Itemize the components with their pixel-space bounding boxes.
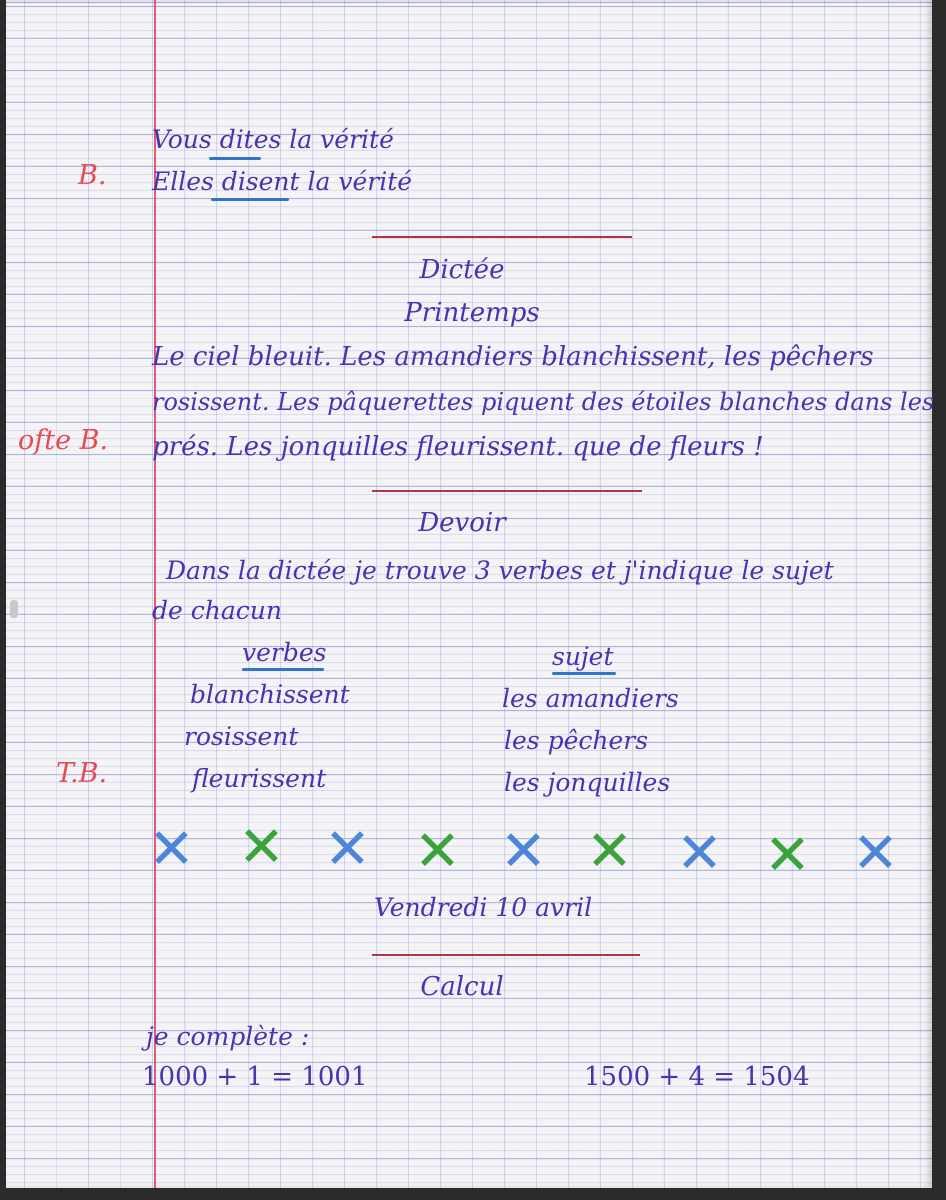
column-sujet: sujet bbox=[552, 642, 614, 671]
underline-sujet bbox=[552, 672, 616, 675]
underline-disent bbox=[211, 198, 289, 201]
line-vous-dites: Vous dites la vérité bbox=[152, 125, 394, 154]
date-line: Vendredi 10 avril bbox=[374, 893, 593, 922]
complete-line: je complète : bbox=[146, 1022, 310, 1051]
devoir-line-1: Dans la dictée je trouve 3 verbes et j'indique le sujet bbox=[166, 556, 834, 585]
underline-verbes bbox=[242, 668, 324, 671]
separator-rule-1 bbox=[372, 236, 632, 238]
devoir-title: Devoir bbox=[418, 508, 506, 538]
devoir-line-2: de chacun bbox=[152, 596, 282, 625]
dictee-line-2: rosissent. Les pâquerettes piquent des étoiles blanches dans les bbox=[152, 388, 935, 416]
cross-mark: ✕ bbox=[324, 817, 371, 882]
notebook-page bbox=[6, 0, 935, 1188]
verb-3: fleurissent bbox=[192, 764, 327, 793]
dictee-title: Dictée bbox=[419, 255, 505, 285]
binding-hole bbox=[10, 600, 18, 618]
cross-mark: ✕ bbox=[586, 819, 633, 884]
cross-mark: ✕ bbox=[414, 819, 461, 884]
equation-2: 1500 + 4 = 1504 bbox=[584, 1062, 810, 1092]
verb-2: rosissent bbox=[184, 722, 299, 751]
cross-mark: ✕ bbox=[852, 821, 899, 886]
equation-1: 1000 + 1 = 1001 bbox=[142, 1062, 368, 1092]
dictee-line-1: Le ciel bleuit. Les amandiers blanchissent, les pêchers bbox=[152, 342, 874, 372]
cross-mark: ✕ bbox=[148, 817, 195, 882]
cross-mark: ✕ bbox=[238, 815, 285, 880]
separator-rule-3 bbox=[372, 954, 640, 956]
underline-dites bbox=[209, 157, 261, 160]
calcul-title: Calcul bbox=[420, 972, 504, 1002]
line-elles-disent: Elles disent la vérité bbox=[152, 167, 413, 196]
subject-3: les jonquilles bbox=[504, 768, 671, 797]
subject-1: les amandiers bbox=[502, 684, 679, 713]
cross-mark: ✕ bbox=[676, 821, 723, 886]
separator-rule-2 bbox=[372, 490, 642, 492]
grade-mark-3: T.B. bbox=[56, 758, 108, 789]
dictee-subtitle: Printemps bbox=[404, 298, 540, 328]
grade-mark-2: ofte B. bbox=[18, 425, 109, 456]
grade-mark-1: B. bbox=[78, 160, 107, 191]
column-verbes: verbes bbox=[242, 638, 327, 667]
cross-mark: ✕ bbox=[764, 823, 811, 888]
verb-1: blanchissent bbox=[190, 680, 350, 709]
dictee-line-3: prés. Les jonquilles fleurissent. que de fleurs ! bbox=[152, 432, 764, 462]
cross-mark: ✕ bbox=[500, 819, 547, 884]
subject-2: les pêchers bbox=[504, 726, 649, 755]
